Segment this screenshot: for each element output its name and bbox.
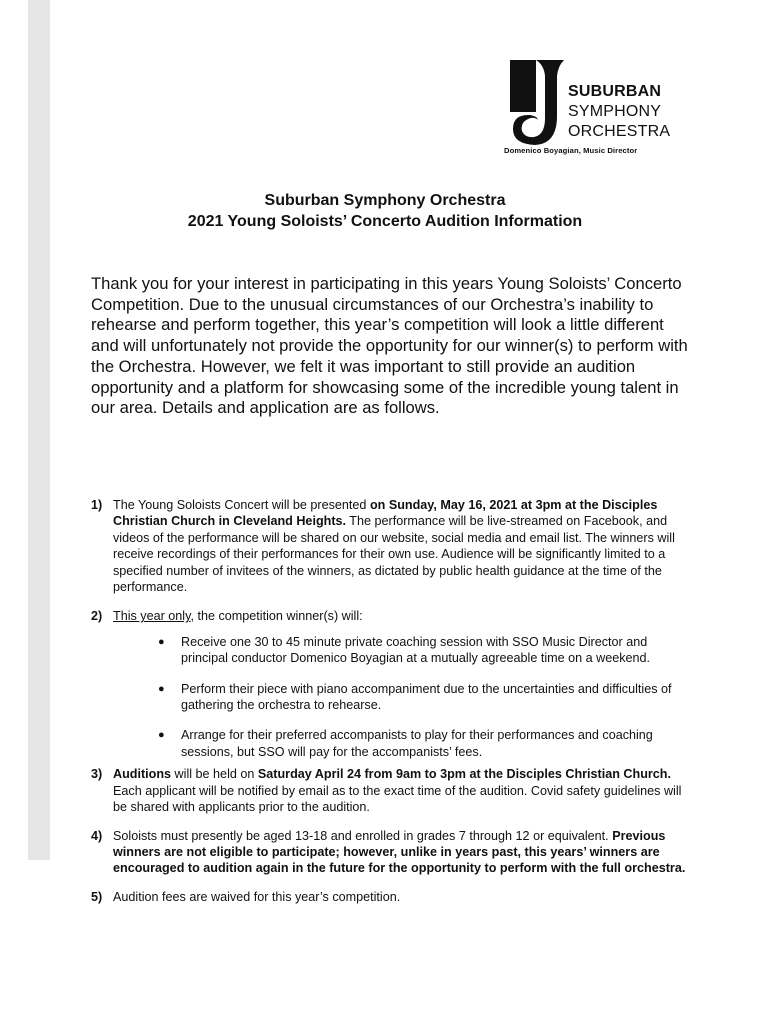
bullet-item [113, 634, 691, 667]
item-text-underlined: This year only [113, 609, 191, 624]
item-text-part: Soloists must presently be aged 13-18 and enrolled in grades 7 through 12 or equivalent. [113, 828, 613, 843]
item-text [113, 497, 691, 595]
item-text-part: The performance will be live-streamed on Facebook, and videos of the performance will be shared on our website, social media and email list. The winners will receive recordings of their performances for their own use. Audience will be significantly limited to a specified number of invitees of the winners, as dictated by public health guidance at the time of the performance. [113, 514, 675, 595]
prize-bullets [113, 634, 691, 760]
item-text-part: , the competition winner(s) will: [190, 609, 363, 624]
bullet-text: Receive one 30 to 45 minute private coaching session with SSO Music Director and principal conductor Domenico Boyagian at a mutually agreeable time on a weekend. [181, 634, 651, 666]
logo-line-symphony: SYMPHONY [568, 103, 662, 120]
bullet-item [113, 681, 691, 714]
item-text-part: Each applicant will be notified by email as to the exact time of the audition. Covid safety guidelines will be shared with applicants prior to the audition. [113, 783, 682, 815]
item-number: 1) [91, 498, 103, 512]
document-title: Suburban Symphony Orchestra [264, 192, 506, 209]
item-text [113, 889, 691, 905]
page-gutter [28, 0, 50, 860]
item-text [113, 608, 691, 624]
bullet-icon: ● [158, 635, 165, 648]
item-number: 4) [91, 828, 103, 843]
bullet-icon: ● [158, 682, 165, 695]
list-item-concert [91, 497, 691, 595]
item-text [113, 828, 691, 877]
logo-line-orchestra: ORCHESTRA [568, 123, 671, 140]
item-number: 3) [91, 767, 103, 782]
list-item-eligibility [91, 828, 691, 877]
item-text-part: The Young Soloists Concert will be presented [113, 498, 370, 512]
list-item-prizes [91, 608, 691, 760]
item-text-bold: Saturday April 24 from 9am to 3pm at the Disciples Christian Church. [257, 767, 672, 782]
item-text-part: will be held on [171, 767, 258, 782]
item-text-bold: Previous winners are not eligible to participate; however, unlike in years past, this years’ winners are encouraged to audition again in the future for the opportunity to perform with the full orchestra. [113, 828, 686, 876]
item-number: 5) [91, 889, 103, 904]
bullet-item [113, 727, 691, 760]
list-item-auditions [91, 766, 691, 815]
bullet-text: Perform their piece with piano accompaniment due to the uncertainties and difficulties of gathering the orchestra to rehearse. [181, 681, 672, 713]
logo-line-suburban: SUBURBAN [568, 83, 662, 100]
item-text [113, 766, 691, 815]
document-subtitle: 2021 Young Soloists’ Concerto Audition Information [187, 213, 583, 230]
info-list [91, 497, 691, 905]
item-text-part: Audition fees are waived for this year’s competition. [113, 889, 401, 904]
item-text-bold: Auditions [113, 767, 172, 782]
item-number: 2) [91, 609, 103, 624]
bullet-icon: ● [158, 729, 165, 742]
item-text-bold: on Sunday, May 16, 2021 at 3pm at the Disciples Christian Church in Cleveland Heights. [113, 498, 658, 529]
bullet-text: Arrange for their preferred accompanists to play for their performances and coaching sessions, but SSO will pay for the accompanists’ fees. [181, 728, 653, 759]
orchestra-logo [504, 58, 684, 160]
logo-music-director: Domenico Boyagian, Music Director [504, 146, 638, 155]
intro-paragraph: Thank you for your interest in participating in this years Young Soloists’ Concerto Competition. Due to the unusual circumstances of our Orchestra’s inability to rehearse and perform together, this year’s competition will look a little different and will unfortunately not provide the opportunity for our winner(s) to perform with the Orchestra. However, we felt it was important to still provide an audition opportunity and a platform for showcasing some of the incredible young talent in our area. Details and application are as follows. [91, 274, 688, 418]
list-item-fees [91, 889, 691, 905]
scroll-logo-icon [508, 58, 568, 150]
